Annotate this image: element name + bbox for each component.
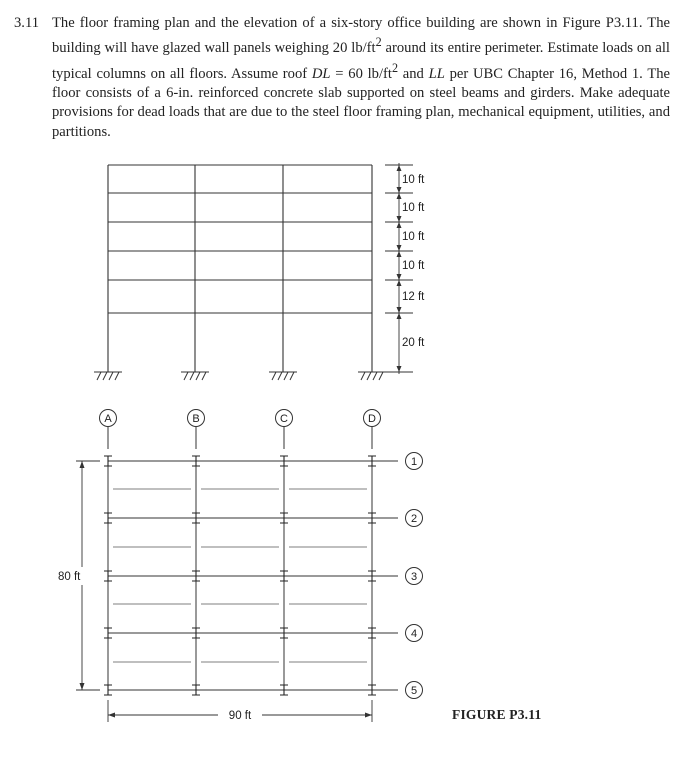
elevation-frame [108,165,372,372]
fixed-supports [94,372,386,380]
row-line-label: 2 [410,513,418,525]
story-height-label: 10 ft [402,202,425,214]
problem-number: 3.11 [14,15,39,31]
story-height-label: 10 ft [402,231,425,243]
problem-text: The floor framing plan and the elevation of a six-story office building are shown in Figure P3.11. The building will have glazed wall panels weighing 20 $lb/ft^2$ around its entire perimeter. Estimate loads on all typical columns on all floors. Assume roof DL = 60 $lb/ft^2$ and LL per UBC Chapter 16, Method 1. The floor consists of a 6-in. reinforced concrete slab supported on steel beams and girders. Make adequate provisions for dead loads that are due to the steel floor framing plan, mechanical equipment, utilities, and partitions. [52,15,671,140]
story-height-label: 10 ft [402,174,425,186]
depth-dimension-label: 80 ft [58,571,81,583]
column-line-label: B [192,413,200,425]
row-line-label: 5 [410,685,418,697]
story-height-label: 20 ft [402,337,425,349]
girders [108,461,398,690]
column-line-label: C [280,413,288,425]
column-line-label: D [368,413,376,425]
width-dimension-label: 90 ft [228,710,252,722]
story-height-labels [401,172,431,349]
column-line-labels [104,413,376,425]
row-line-label: 4 [410,628,418,640]
row-line-labels [411,456,417,697]
column-line-label: A [104,413,112,425]
column-line-bubbles [100,410,381,450]
row-line-label: 1 [410,456,418,468]
story-height-label: 10 ft [402,260,425,272]
row-line-label: 3 [410,571,418,583]
figure-caption: FIGURE P3.11 [452,707,542,722]
story-height-label: 12 ft [402,291,425,303]
